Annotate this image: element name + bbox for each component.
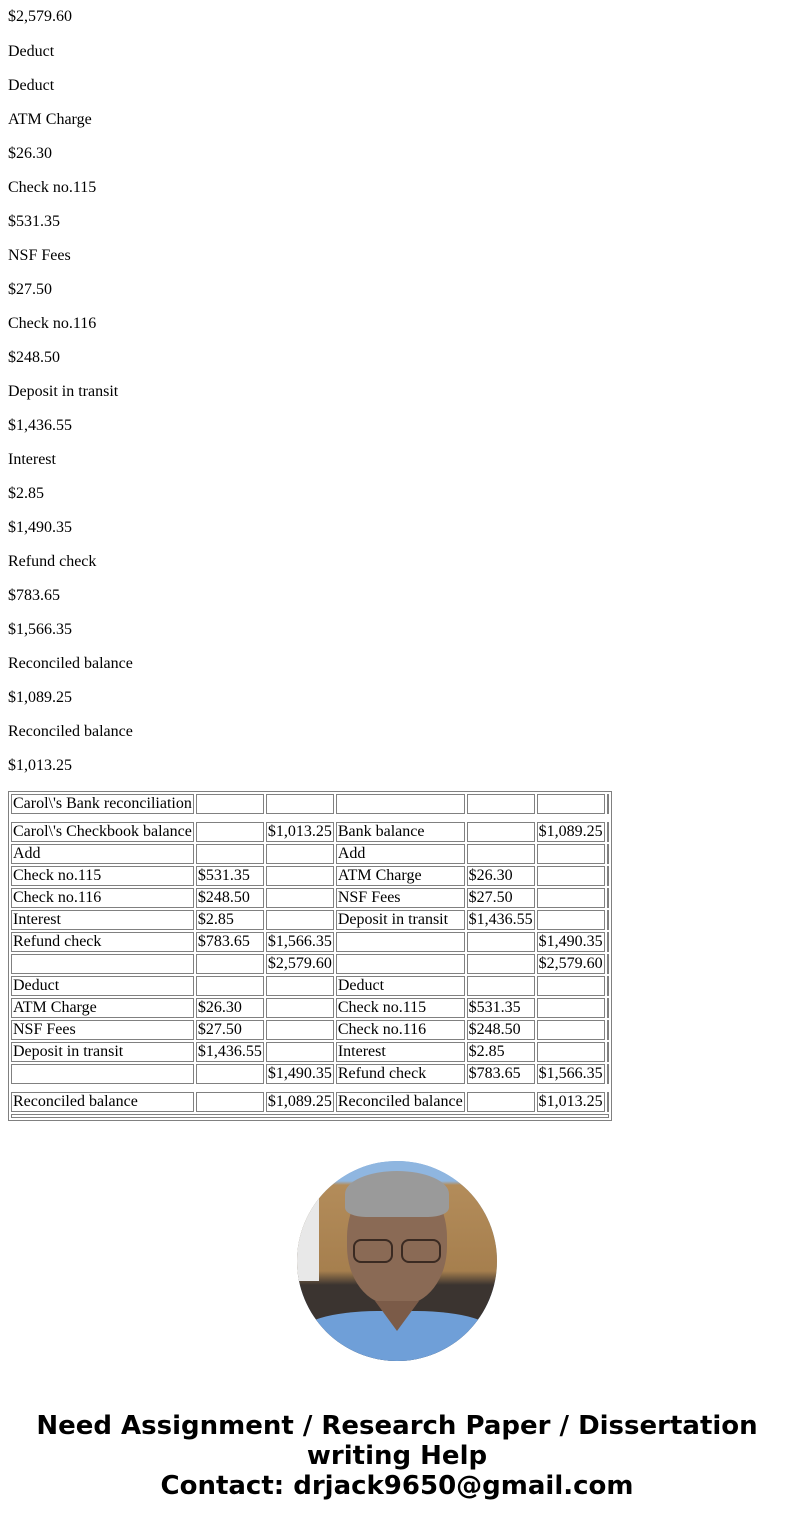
table-cell: $1,490.35 bbox=[267, 1065, 332, 1082]
table-cell bbox=[196, 1064, 264, 1084]
table-cell bbox=[266, 844, 334, 864]
table-cell bbox=[467, 844, 535, 864]
table-cell bbox=[266, 1042, 334, 1062]
table-row bbox=[11, 1064, 609, 1084]
table-cell: Refund check bbox=[336, 1064, 465, 1084]
table-cell bbox=[537, 888, 605, 908]
text-line: Check no.116 bbox=[8, 315, 97, 332]
table-row bbox=[11, 844, 609, 864]
table-cell: $531.35 bbox=[467, 998, 535, 1018]
table-cell: Check no.115 bbox=[11, 866, 194, 886]
table-cell bbox=[467, 1092, 535, 1112]
table-cell bbox=[607, 998, 609, 1018]
table-cell: $26.30 bbox=[196, 998, 264, 1018]
table-cell bbox=[266, 866, 334, 886]
table-cell: Check no.115 bbox=[336, 998, 465, 1018]
table-cell: $1,436.55 bbox=[468, 911, 533, 928]
table-cell: Carol\'s Checkbook balance bbox=[11, 822, 194, 842]
table-cell: $1,566.35 bbox=[267, 933, 332, 950]
table-cell bbox=[607, 910, 609, 930]
table-row bbox=[11, 998, 609, 1018]
table-footer-row bbox=[11, 1092, 609, 1112]
table-cell: Deposit in transit bbox=[11, 1042, 194, 1062]
text-line: Check no.115 bbox=[8, 179, 97, 196]
table-cell: Bank balance bbox=[336, 822, 465, 842]
text-line: NSF Fees bbox=[8, 247, 71, 264]
table-cell: ATM Charge bbox=[336, 866, 465, 886]
table-cell bbox=[196, 954, 264, 974]
table-cell bbox=[607, 954, 609, 974]
table-cell bbox=[196, 794, 264, 814]
text-line: $783.65 bbox=[8, 587, 60, 604]
table-row bbox=[11, 822, 609, 842]
text-line: Deposit in transit bbox=[8, 383, 119, 400]
table-cell bbox=[266, 976, 334, 996]
table-cell: Add bbox=[11, 844, 194, 864]
table-cell: Refund check bbox=[11, 932, 194, 952]
glasses-icon bbox=[353, 1239, 441, 1261]
table-cell bbox=[537, 998, 605, 1018]
table-cell bbox=[607, 1020, 609, 1040]
table-cell bbox=[607, 1042, 609, 1062]
table-cell: $2.85 bbox=[196, 910, 264, 930]
text-line: $1,436.55 bbox=[8, 417, 72, 434]
table-cell bbox=[537, 1042, 605, 1062]
table-cell: $27.50 bbox=[467, 888, 535, 908]
table-cell: Deposit in transit bbox=[336, 910, 465, 930]
table-cell bbox=[336, 794, 465, 814]
table-cell: Add bbox=[336, 844, 465, 864]
table-cell bbox=[266, 888, 334, 908]
table-row bbox=[11, 932, 609, 952]
text-line: Deduct bbox=[8, 77, 55, 94]
table-cell: Check no.116 bbox=[336, 1020, 465, 1040]
table-cell bbox=[266, 998, 334, 1018]
text-line: Reconciled balance bbox=[8, 723, 133, 740]
table-cell: Interest bbox=[336, 1042, 465, 1062]
table-cell: $2,579.60 bbox=[267, 955, 332, 972]
promo-banner bbox=[0, 1411, 794, 1501]
table-cell bbox=[607, 1092, 609, 1112]
table-cell bbox=[607, 794, 609, 814]
text-line: Interest bbox=[8, 451, 56, 468]
table-cell bbox=[467, 822, 535, 842]
table-cell: $1,089.25 bbox=[538, 823, 603, 840]
text-line: $27.50 bbox=[8, 281, 52, 298]
table-cell: $26.30 bbox=[467, 866, 535, 886]
table-cell bbox=[467, 794, 535, 814]
text-line: Reconciled balance bbox=[8, 655, 133, 672]
text-line: $2,579.60 bbox=[8, 8, 72, 25]
table-cell bbox=[196, 822, 264, 842]
table-row bbox=[11, 888, 609, 908]
table-cell bbox=[607, 866, 609, 886]
table-cell: NSF Fees bbox=[11, 1020, 194, 1040]
table-cell: $248.50 bbox=[467, 1020, 535, 1040]
table-cell bbox=[336, 954, 465, 974]
table-cell bbox=[537, 976, 605, 996]
table-cell: Reconciled balance bbox=[337, 1093, 463, 1110]
bank-reconciliation-table bbox=[8, 791, 612, 1121]
table-row bbox=[11, 954, 609, 974]
table-cell bbox=[537, 866, 605, 886]
table-cell: $1,089.25 bbox=[267, 1093, 332, 1110]
table-cell bbox=[607, 822, 609, 842]
table-cell bbox=[607, 932, 609, 952]
table-cell bbox=[196, 844, 264, 864]
table-cell: $2.85 bbox=[467, 1042, 535, 1062]
table-cell bbox=[607, 888, 609, 908]
avatar bbox=[297, 1161, 497, 1361]
table-cell bbox=[196, 976, 264, 996]
text-line: Refund check bbox=[8, 553, 97, 570]
table-cell bbox=[607, 976, 609, 996]
table-cell bbox=[467, 954, 535, 974]
promo-line: Need Assignment / Research Paper / Dissertation bbox=[36, 1411, 758, 1441]
table-cell: $783.65 bbox=[467, 1064, 535, 1084]
table-cell: $783.65 bbox=[196, 932, 264, 952]
text-line: ATM Charge bbox=[8, 111, 92, 128]
table-cell: $531.35 bbox=[196, 866, 264, 886]
table-cell bbox=[607, 1064, 609, 1084]
text-line: $531.35 bbox=[8, 213, 60, 230]
table-cell: Interest bbox=[11, 910, 194, 930]
table-cell: $1,013.25 bbox=[267, 823, 332, 840]
table-cell: NSF Fees bbox=[336, 888, 465, 908]
table-cell bbox=[266, 1020, 334, 1040]
table-cell: $1,013.25 bbox=[538, 1093, 603, 1110]
table-cell: ATM Charge bbox=[11, 998, 194, 1018]
text-line: $1,089.25 bbox=[8, 689, 72, 706]
table-cell bbox=[537, 794, 605, 814]
table-cell bbox=[266, 910, 334, 930]
text-line: $1,490.35 bbox=[8, 519, 72, 536]
table-cell bbox=[196, 1092, 264, 1112]
text-line: $248.50 bbox=[8, 349, 60, 366]
table-row bbox=[11, 976, 609, 996]
table-cell: Deduct bbox=[336, 976, 465, 996]
table-cell bbox=[11, 954, 194, 974]
table-row bbox=[11, 910, 609, 930]
table-cell bbox=[336, 932, 465, 952]
table-cell: $1,566.35 bbox=[538, 1065, 603, 1082]
table-cell bbox=[467, 976, 535, 996]
text-line: $26.30 bbox=[8, 145, 52, 162]
table-cell bbox=[537, 844, 605, 864]
table-cell bbox=[467, 932, 535, 952]
table-cell: Reconciled balance bbox=[11, 1092, 194, 1112]
table-row bbox=[11, 1042, 609, 1062]
text-line: Deduct bbox=[8, 43, 55, 60]
table-header-row bbox=[11, 794, 609, 814]
table-row bbox=[11, 866, 609, 886]
table-cell: $1,490.35 bbox=[538, 933, 603, 950]
table-cell bbox=[266, 794, 334, 814]
table-cell: $1,436.55 bbox=[197, 1043, 262, 1060]
table-cell: Check no.116 bbox=[11, 888, 194, 908]
table-cell bbox=[11, 1064, 194, 1084]
table-cell bbox=[537, 1020, 605, 1040]
promo-line: writing Help bbox=[306, 1441, 488, 1471]
promo-contact: Contact: drjack9650@gmail.com bbox=[160, 1471, 634, 1501]
table-cell: $248.50 bbox=[196, 888, 264, 908]
table-cell: $2,579.60 bbox=[538, 955, 603, 972]
table-row bbox=[11, 1020, 609, 1040]
text-line: $1,566.35 bbox=[8, 621, 72, 638]
table-title-cell: Carol\'s Bank reconciliation bbox=[13, 795, 192, 812]
table-cell bbox=[537, 910, 605, 930]
table-cell: $27.50 bbox=[196, 1020, 264, 1040]
table-cell bbox=[607, 844, 609, 864]
avatar-container bbox=[0, 1161, 794, 1361]
table-cell: Deduct bbox=[11, 976, 194, 996]
text-line: $2.85 bbox=[8, 485, 44, 502]
text-line: $1,013.25 bbox=[8, 757, 72, 774]
